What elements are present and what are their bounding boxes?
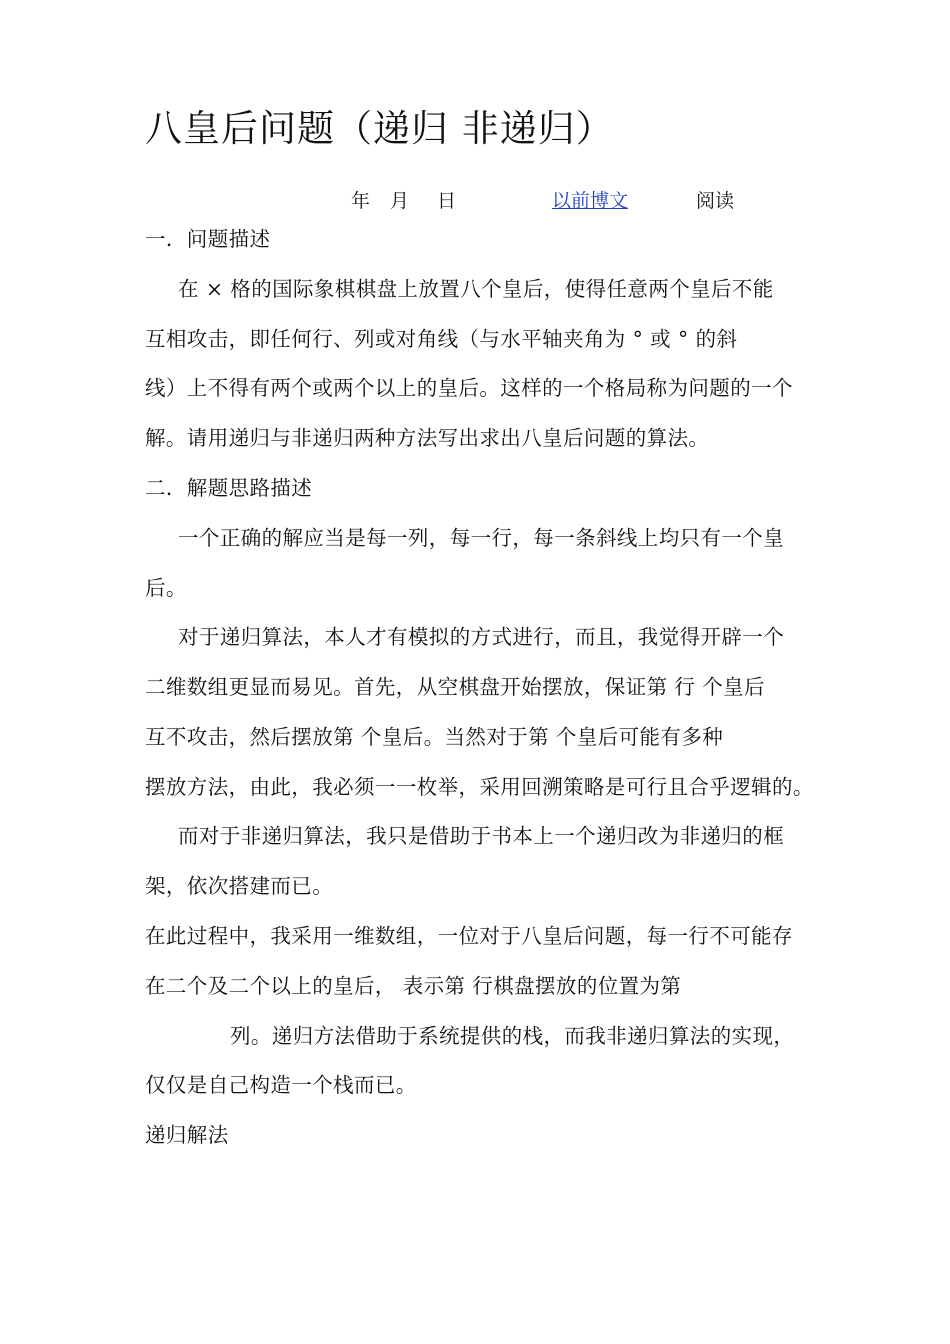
page-title: 八皇后问题（递归 非递归） [145,107,614,150]
paragraph-line: 互不攻击，然后摆放第 个皇后。当然对于第 个皇后可能有多种 [145,725,724,749]
section1-heading: 一．问题描述 [145,227,271,251]
paragraph-line: 解。请用递归与非递归两种方法写出求出八皇后问题的算法。 [145,426,710,450]
paragraph-line: 二维数组更显而易见。首先，从空棋盘开始摆放，保证第 行 个皇后 [145,675,765,699]
paragraph-line: 架，依次搭建而已。 [145,874,334,898]
paragraph-line: 后。 [145,576,187,600]
paragraph-line: 互相攻击，即任何行、列或对角线（与水平轴夹角为 ° 或 ° 的斜 [145,327,738,351]
section2-heading: 二．解题思路描述 [145,476,313,500]
subheading-recursive: 递归解法 [145,1123,229,1147]
paragraph-line: 一个正确的解应当是每一列，每一行，每一条斜线上均只有一个皇 [178,526,785,550]
paragraph-line: 线）上不得有两个或两个以上的皇后。这样的一个格局称为问题的一个 [145,376,793,400]
meta-month: 月 [390,190,410,212]
paragraph-line: 列。递归方法借助于系统提供的栈，而我非递归算法的实现， [230,1024,795,1048]
paragraph-line: 对于递归算法，本人才有模拟的方式进行，而且，我觉得开辟一个 [178,625,785,649]
meta-day: 日 [437,190,457,212]
paragraph-line: 仅仅是自己构造一个栈而已。 [145,1073,417,1097]
meta-year: 年 [351,190,371,212]
paragraph-line: 而对于非递归算法，我只是借助于书本上一个递归改为非递归的框 [178,824,785,848]
paragraph-line: 在二个及二个以上的皇后， 表示第 行棋盘摆放的位置为第 [145,974,682,998]
paragraph-line: 摆放方法，由此，我必须一一枚举，采用回溯策略是可行且合乎逻辑的。 [145,775,814,799]
paragraph-line: 在此过程中，我采用一维数组，一位对于八皇后问题，每一行不可能存 [145,924,793,948]
meta-read: 阅读 [696,190,735,212]
prev-posts-link[interactable]: 以前博文 [552,190,629,212]
paragraph-line: 在 × 格的国际象棋棋盘上放置八个皇后，使得任意两个皇后不能 [178,277,774,301]
